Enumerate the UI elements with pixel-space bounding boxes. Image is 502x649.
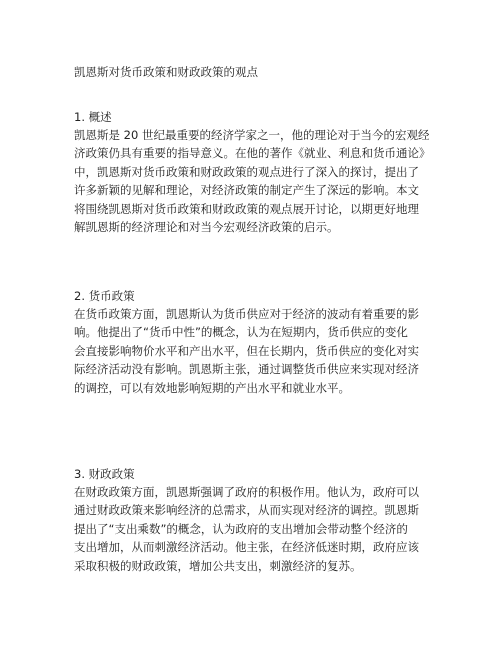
paragraph-line: 凯恩斯是 20 世纪最重要的经济学家之一，他的理论对于当今的宏观经 <box>74 128 430 142</box>
paragraph-line: 的调控，可以有效地影响短期的产出水平和就业水平。 <box>74 380 350 395</box>
paragraph-line: 会直接影响物价水平和产出水平，但在长期内，货币供应的变化对实 <box>74 343 419 358</box>
paragraph-line: 际经济活动没有影响。凯恩斯主张，通过调整货币供应来实现对经济 <box>74 362 419 377</box>
paragraph-line: 提出了“支出乘数”的概念，认为政府的支出增加会带动整个经济的 <box>74 521 408 536</box>
paragraph-line: 中，凯恩斯对货币政策和财政政策的观点进行了深入的探讨，提出了 <box>74 164 419 179</box>
paragraph-line: 将围绕凯恩斯对货币政策和财政政策的观点展开讨论，以期更好地理 <box>74 201 419 216</box>
paragraph-line: 在财政政策方面，凯恩斯强调了政府的积极作用。他认为，政府可以 <box>74 485 419 499</box>
section-body <box>74 126 454 236</box>
paragraph-line: 支出增加，从而刺激经济活动。他主张，在经济低迷时期，政府应该 <box>74 540 419 555</box>
document-title: 凯恩斯对货币政策和财政政策的观点 <box>74 65 258 79</box>
section-fiscal-policy <box>74 465 454 575</box>
paragraph-line: 解凯恩斯的经济理论和对当今宏观经济政策的启示。 <box>74 220 339 235</box>
section-body <box>74 305 454 397</box>
section-heading: 3. 财政政策 <box>74 467 135 481</box>
paragraph-line: 采取积极的财政政策，增加公共支出，刺激经济的复苏。 <box>74 558 362 573</box>
paragraph-line: 济政策仍具有重要的指导意义。在他的著作《就业、利息和货币通论》 <box>74 146 431 161</box>
paragraph-line: 响。他提出了“货币中性”的概念，认为在短期内，货币供应的变化 <box>74 325 408 340</box>
section-overview <box>74 108 454 236</box>
section-monetary-policy <box>74 287 454 397</box>
section-heading: 1. 概述 <box>74 110 112 124</box>
section-body <box>74 483 454 575</box>
paragraph-line: 许多新颖的见解和理论，对经济政策的制定产生了深远的影响。本文 <box>74 183 419 198</box>
paragraph-line: 在货币政策方面，凯恩斯认为货币供应对于经济的波动有着重要的影 <box>74 307 419 321</box>
section-heading: 2. 货币政策 <box>74 289 135 303</box>
paragraph-line: 通过财政政策来影响经济的总需求，从而实现对经济的调控。凯恩斯 <box>74 503 419 518</box>
